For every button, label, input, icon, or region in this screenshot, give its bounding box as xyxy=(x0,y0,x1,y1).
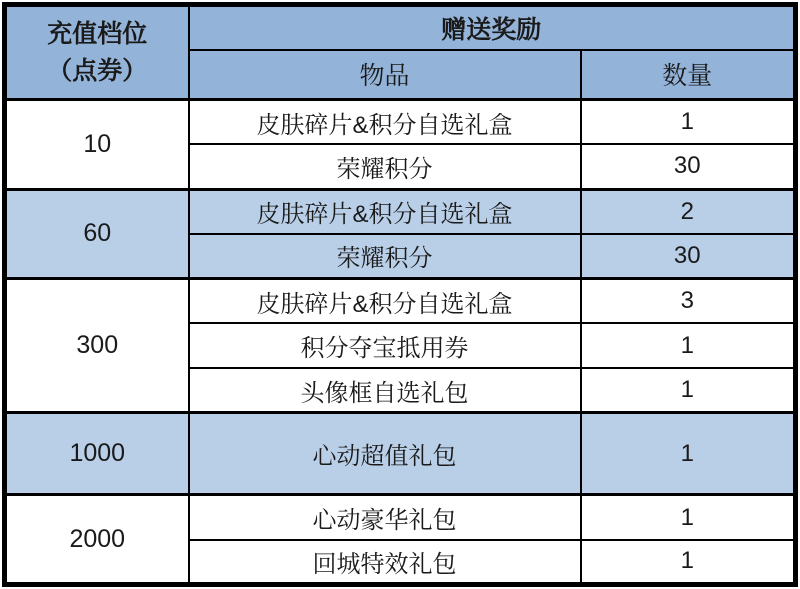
item-cell: 头像框自选礼包 xyxy=(189,368,581,413)
rewards-header: 赠送奖励 xyxy=(189,5,796,50)
qty-cell: 1 xyxy=(581,495,796,540)
tier-cell-10: 10 xyxy=(5,100,189,190)
recharge-rewards-table xyxy=(2,2,798,587)
tier-cell-300: 300 xyxy=(5,279,189,413)
item-cell: 荣耀积分 xyxy=(189,234,581,279)
tier-header-line2: （点券） xyxy=(47,56,148,85)
table-row xyxy=(5,413,796,495)
item-cell: 积分夺宝抵用券 xyxy=(189,323,581,368)
table-row xyxy=(5,279,796,324)
qty-column-header: 数量 xyxy=(581,50,796,100)
table-row xyxy=(5,189,796,234)
table-row xyxy=(5,495,796,540)
tier-column-header xyxy=(5,5,189,100)
tier-header-line1: 充值档位 xyxy=(47,20,148,49)
qty-cell: 30 xyxy=(581,234,796,279)
qty-cell: 1 xyxy=(581,540,796,585)
table-row xyxy=(5,100,796,145)
tier-cell-2000: 2000 xyxy=(5,495,189,585)
qty-cell: 1 xyxy=(581,413,796,495)
tier-cell-60: 60 xyxy=(5,189,189,279)
item-column-header: 物品 xyxy=(189,50,581,100)
qty-cell: 30 xyxy=(581,144,796,189)
item-cell: 心动豪华礼包 xyxy=(189,495,581,540)
item-cell: 回城特效礼包 xyxy=(189,540,581,585)
item-cell: 皮肤碎片&积分自选礼盒 xyxy=(189,279,581,324)
qty-cell: 1 xyxy=(581,323,796,368)
header-row-top xyxy=(5,5,796,50)
item-cell: 荣耀积分 xyxy=(189,144,581,189)
qty-cell: 2 xyxy=(581,189,796,234)
qty-cell: 1 xyxy=(581,368,796,413)
qty-cell: 1 xyxy=(581,100,796,145)
item-cell: 皮肤碎片&积分自选礼盒 xyxy=(189,189,581,234)
item-cell: 心动超值礼包 xyxy=(189,413,581,495)
qty-cell: 3 xyxy=(581,279,796,324)
item-cell: 皮肤碎片&积分自选礼盒 xyxy=(189,100,581,145)
tier-cell-1000: 1000 xyxy=(5,413,189,495)
